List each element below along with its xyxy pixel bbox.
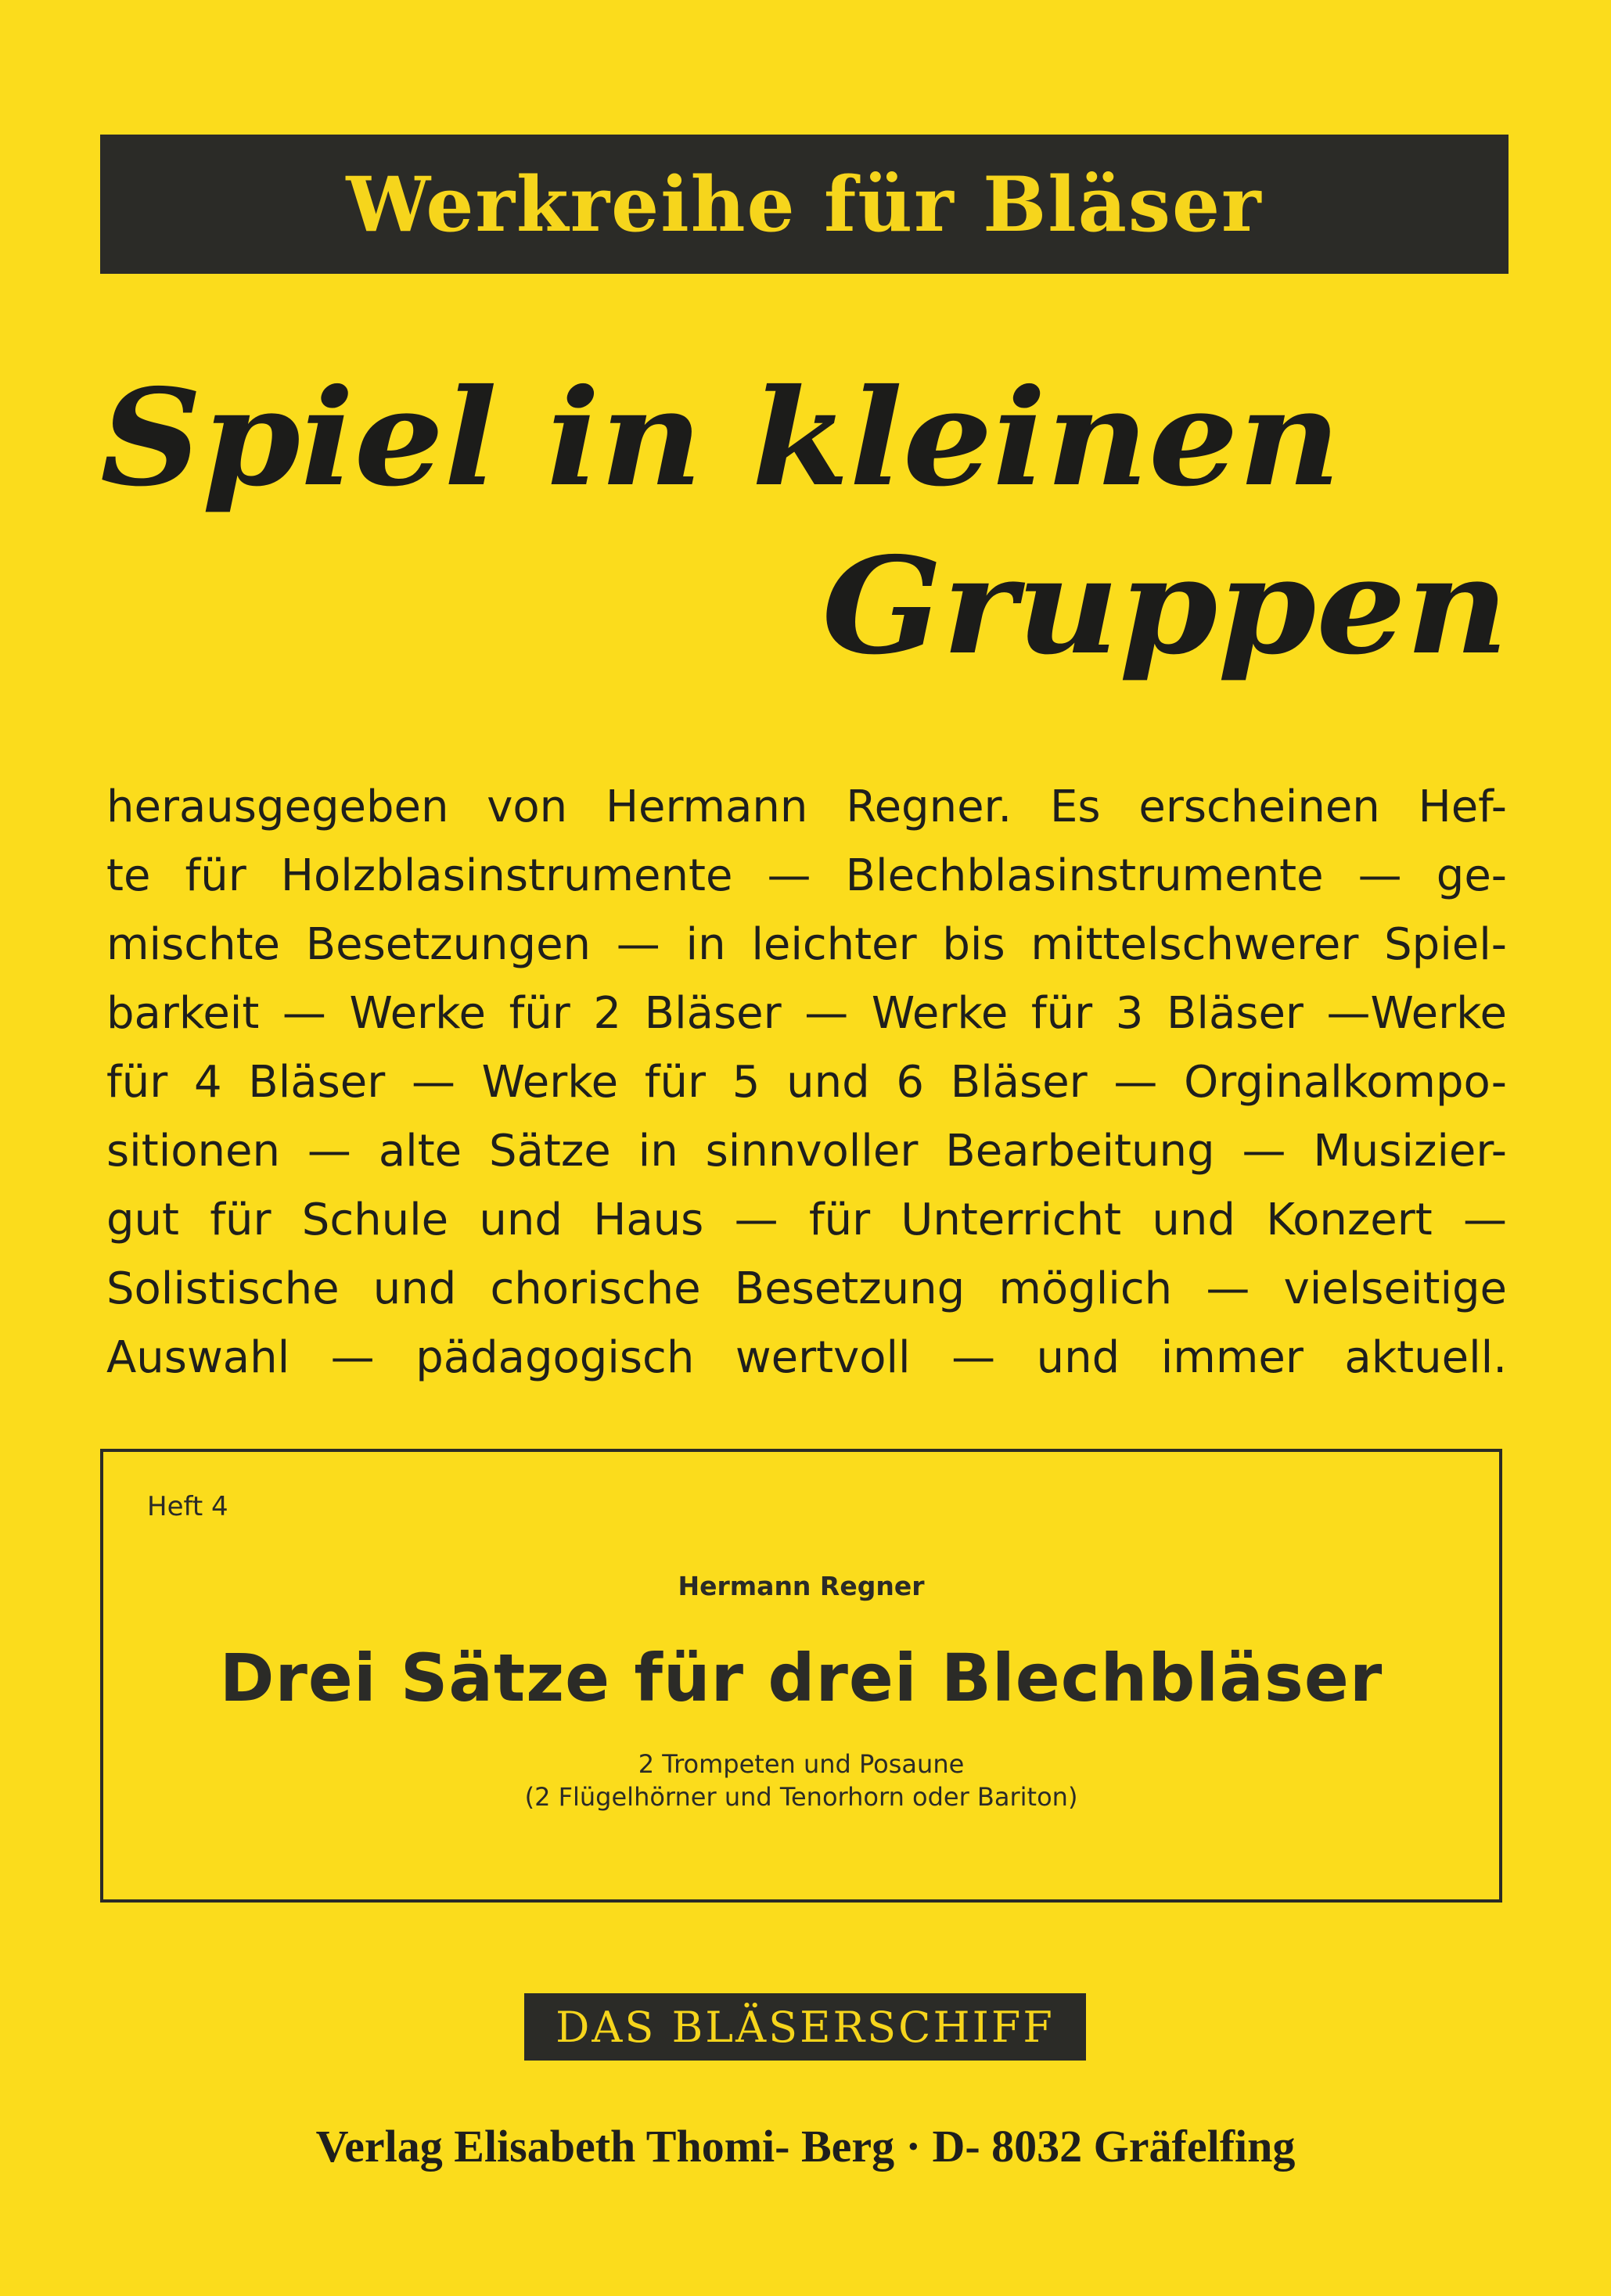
composer-name: Hermann Regner [678, 1571, 925, 1601]
logo-text: DAS BLÄSERSCHIFF [556, 2002, 1055, 2052]
description-line: Auswahl — pädagogisch wertvoll — und immer aktuell. [106, 1332, 1507, 1383]
series-banner [100, 135, 1509, 274]
description-line: gut für Schule und Haus — für Unterricht und Konzert — [106, 1195, 1507, 1245]
publisher-address: Verlag Elisabeth Thomi- Berg · D- 8032 Gräfelfing [315, 2121, 1296, 2172]
work-title: Drei Sätze für drei Blechbläser [219, 1640, 1383, 1716]
description-line: barkeit — Werke für 2 Bläser — Werke für 3 Bläser —Werke [106, 988, 1507, 1039]
instrumentation-line-1: 2 Trompeten und Posaune [638, 1749, 965, 1779]
description-line: mischte Besetzungen — in leichter bis mittelschwerer Spiel- [106, 919, 1507, 970]
description-line: für 4 Bläser — Werke für 5 und 6 Bläser — Orginalkompo- [106, 1057, 1507, 1108]
description-line: herausgegeben von Hermann Regner. Es erscheinen Hef- [106, 782, 1507, 832]
main-title-line-1: Spiel in kleinen [100, 360, 1341, 516]
main-title-line-2: Gruppen [822, 528, 1509, 684]
description-line: te für Holzblasinstrumente — Blechblasinstrumente — ge- [106, 850, 1507, 901]
volume-number: Heft 4 [147, 1491, 228, 1522]
description-line: Solistische und chorische Besetzung möglich — vielseitige [106, 1263, 1507, 1314]
publisher-logo [524, 1993, 1086, 2061]
instrumentation-line-2: (2 Flügelhörner und Tenorhorn oder Bariton) [524, 1782, 1078, 1812]
description-line: sitionen — alte Sätze in sinnvoller Bearbeitung — Musizier- [106, 1126, 1507, 1177]
series-title: Werkreihe für Bläser [346, 160, 1263, 249]
description-text [106, 773, 1507, 1392]
work-info-box [100, 1449, 1502, 1903]
